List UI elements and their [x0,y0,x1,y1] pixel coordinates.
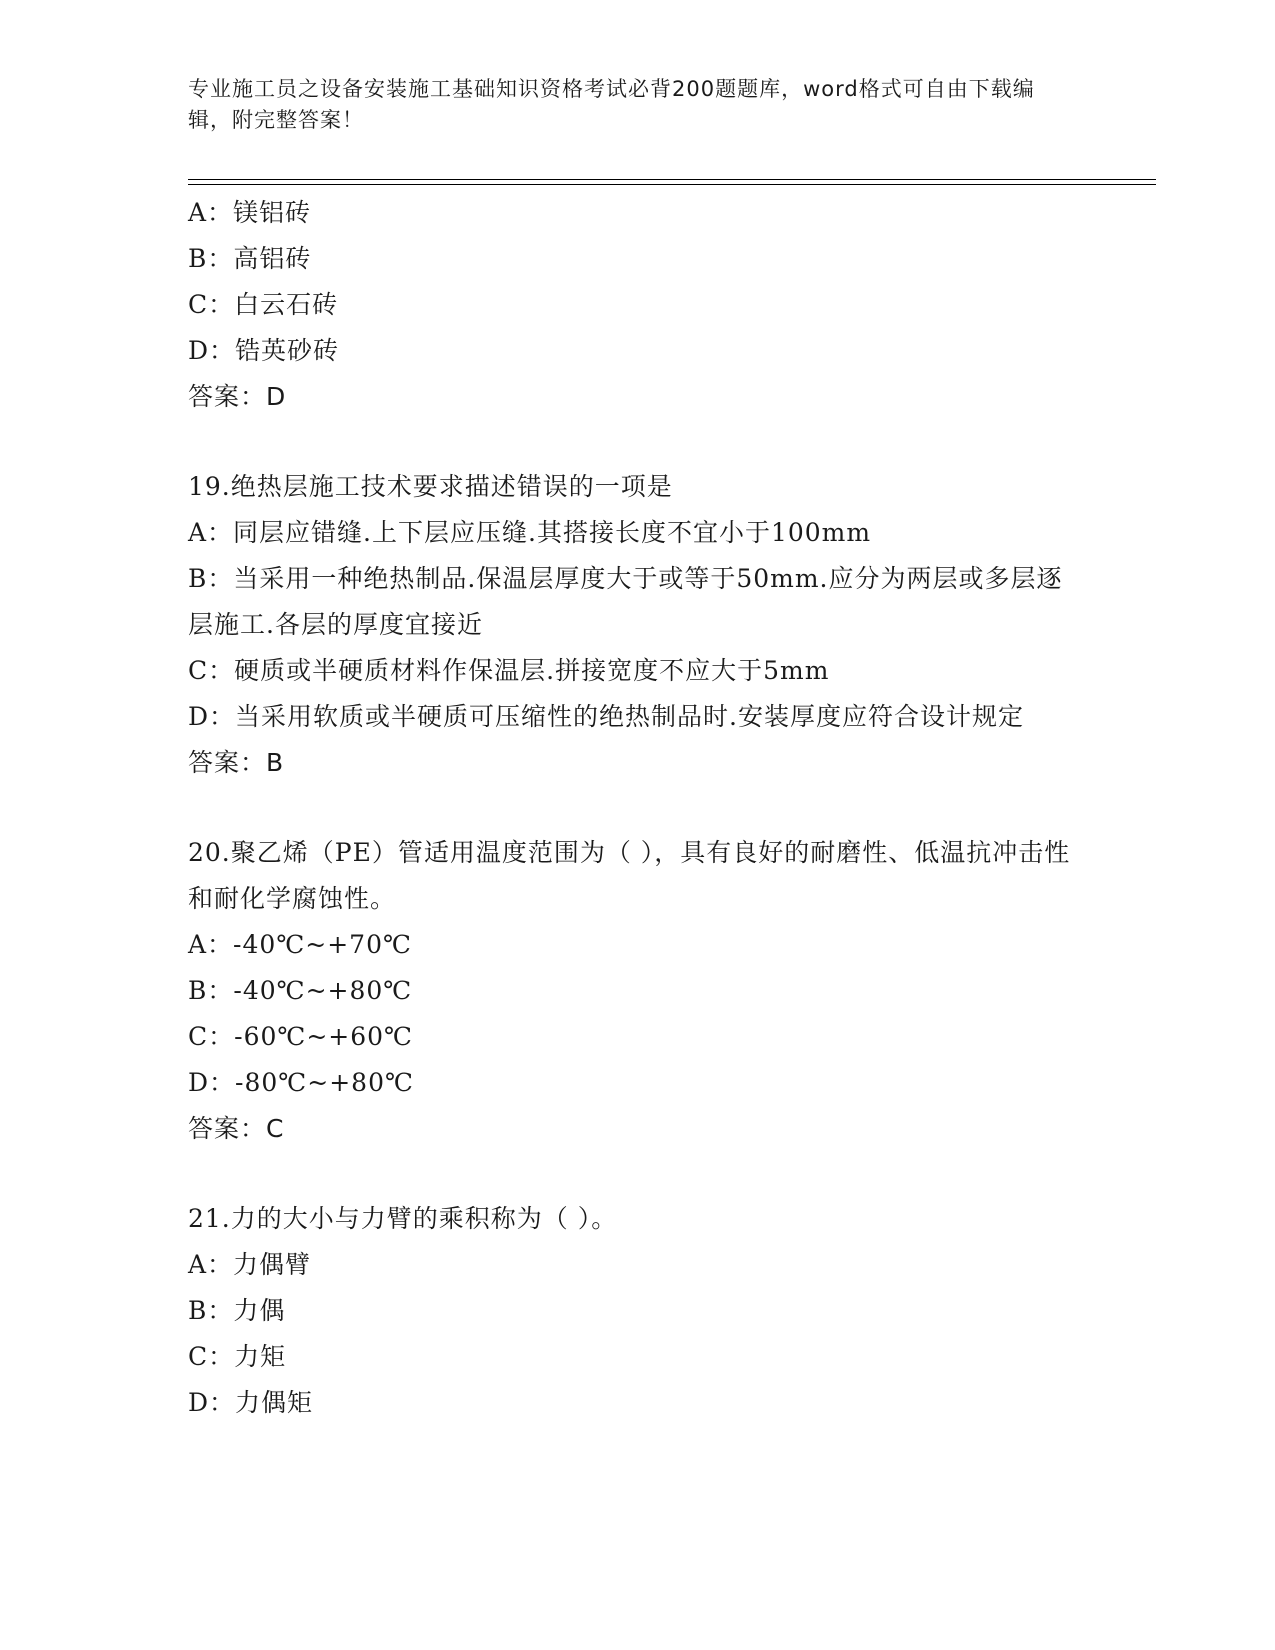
question-block-20 [188,830,1088,1152]
question-block-19 [188,464,1088,786]
option-d: D：锆英砂砖 [188,336,340,365]
question-list [188,190,1088,1426]
spacer [188,1152,1088,1196]
option-c: C：白云石砖 [188,290,339,319]
option-d: D：当采用软质或半硬质可压缩性的绝热制品时.安装厚度应符合设计规定 [188,702,1024,731]
option-c: C：-60℃~+60℃ [188,1022,414,1051]
question-text: 21.力的大小与力臂的乘积称为（ ）。 [188,1204,618,1233]
answer-line: 答案：C [188,1114,285,1143]
question-text: 19.绝热层施工技术要求描述错误的一项是 [188,472,673,501]
option-a: A：镁铝砖 [188,198,312,227]
option-c: C：硬质或半硬质材料作保温层.拼接宽度不应大于5mm [188,656,830,685]
option-b: B：-40℃~+80℃ [188,976,413,1005]
header-divider-bottom [188,184,1156,185]
option-a: A：-40℃~+70℃ [188,930,412,959]
question-block-18 [188,190,1088,420]
option-b: B：力偶 [188,1296,286,1325]
document-header: 专业施工员之设备安装施工基础知识资格考试必背200题题库，word格式可自由下载编辑，附完整答案！ [188,77,1035,132]
option-b: B：当采用一种绝热制品.保温层厚度大于或等于50mm.应分为两层或多层逐层施工.各层的厚度宜接近 [188,564,1063,639]
answer-line: 答案：B [188,748,285,777]
option-a: A：力偶臂 [188,1250,312,1279]
question-block-21 [188,1196,1088,1426]
spacer [188,420,1088,464]
spacer [188,786,1088,830]
answer-line: 答案：D [188,382,287,411]
option-d: D：-80℃~+80℃ [188,1068,414,1097]
option-b: B：高铝砖 [188,244,312,273]
header-divider-top [188,179,1156,180]
option-d: D：力偶矩 [188,1388,314,1417]
question-text: 20.聚乙烯（PE）管适用温度范围为（ ），具有良好的耐磨性、低温抗冲击性和耐化学腐蚀性。 [188,838,1071,913]
option-a: A：同层应错缝.上下层应压缝.其搭接长度不宜小于100mm [188,518,872,547]
option-c: C：力矩 [188,1342,287,1371]
